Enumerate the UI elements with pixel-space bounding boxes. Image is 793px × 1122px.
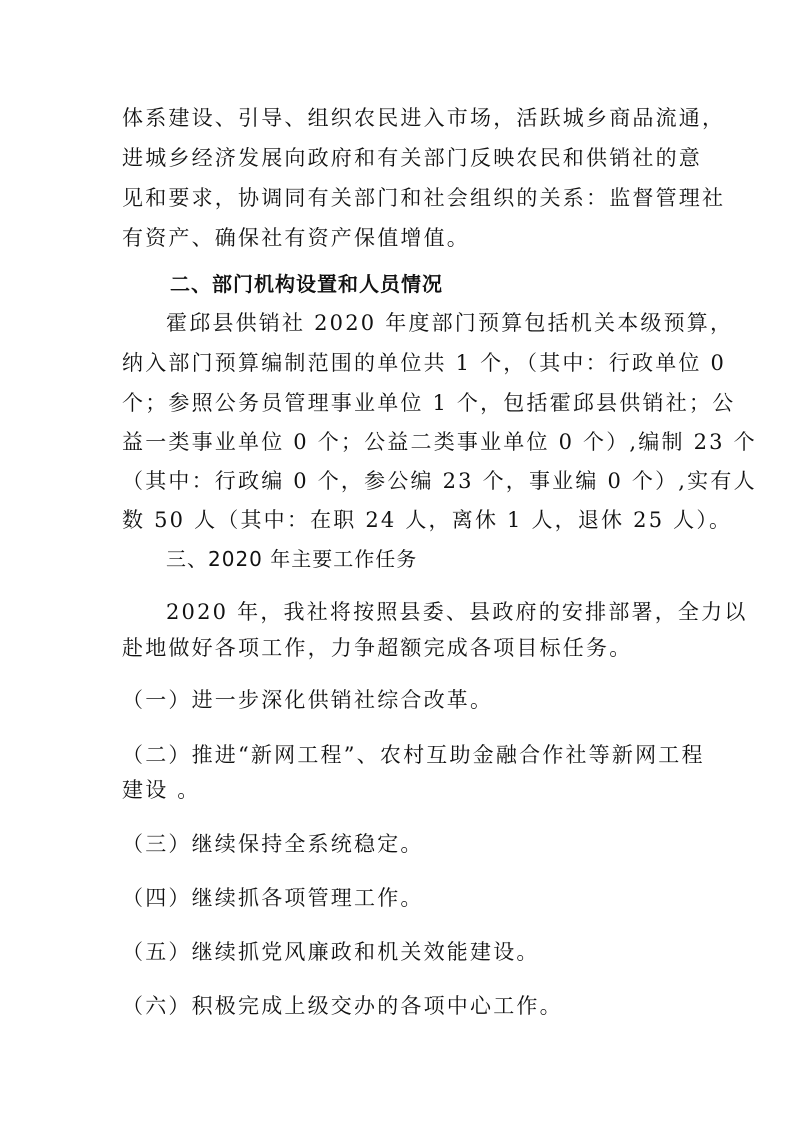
list-item: （三）继续保持全系统稳定。 — [122, 832, 424, 856]
paragraph-line: 见和要求，协调同有关部门和社会组织的关系：监督管理社 — [122, 186, 726, 210]
list-item: （四）继续抓各项管理工作。 — [122, 886, 424, 910]
paragraph-line: 纳入部门预算编制范围的单位共 1 个，（其中：行政单位 0 — [122, 351, 727, 375]
paragraph-line: 进城乡经济发展向政府和有关部门反映农民和供销社的意 — [122, 146, 702, 170]
list-item: 建设 。 — [122, 778, 201, 802]
paragraph-line: 体系建设、引导、组织农民进入市场，活跃城乡商品流通， — [122, 106, 726, 130]
paragraph-line: 益一类事业单位 0 个；公益二类事业单位 0 个）,编制 23 个 — [122, 430, 757, 454]
section-heading: 三、2020 年主要工作任务 — [166, 547, 418, 571]
paragraph-line: 有资产、确保社有资产保值增值。 — [122, 226, 470, 250]
list-item: （一）进一步深化供销社综合改革。 — [122, 688, 494, 712]
list-item: （六）积极完成上级交办的各项中心工作。 — [122, 994, 563, 1018]
paragraph-line: 2020 年，我社将按照县委、县政府的安排部署，全力以 — [166, 600, 748, 624]
paragraph-line: 数 50 人（其中：在职 24 人，离休 1 人，退休 25 人）。 — [122, 508, 733, 532]
section-heading: 二、部门机构设置和人员情况 — [170, 272, 443, 296]
list-item: （五）继续抓党风廉政和机关效能建设。 — [122, 940, 540, 964]
paragraph-line: （其中：行政编 0 个，参公编 23 个，事业编 0 个）,实有人 — [122, 469, 757, 493]
paragraph-line: 个；参照公务员管理事业单位 1 个，包括霍邱县供销社；公 — [122, 391, 736, 415]
list-item: （二）推进“新网工程”、农村互助金融合作社等新网工程 — [122, 743, 705, 767]
paragraph-line: 霍邱县供销社 2020 年度部门预算包括机关本级预算， — [166, 311, 734, 335]
paragraph-line: 赴地做好各项工作，力争超额完成各项目标任务。 — [122, 636, 633, 660]
